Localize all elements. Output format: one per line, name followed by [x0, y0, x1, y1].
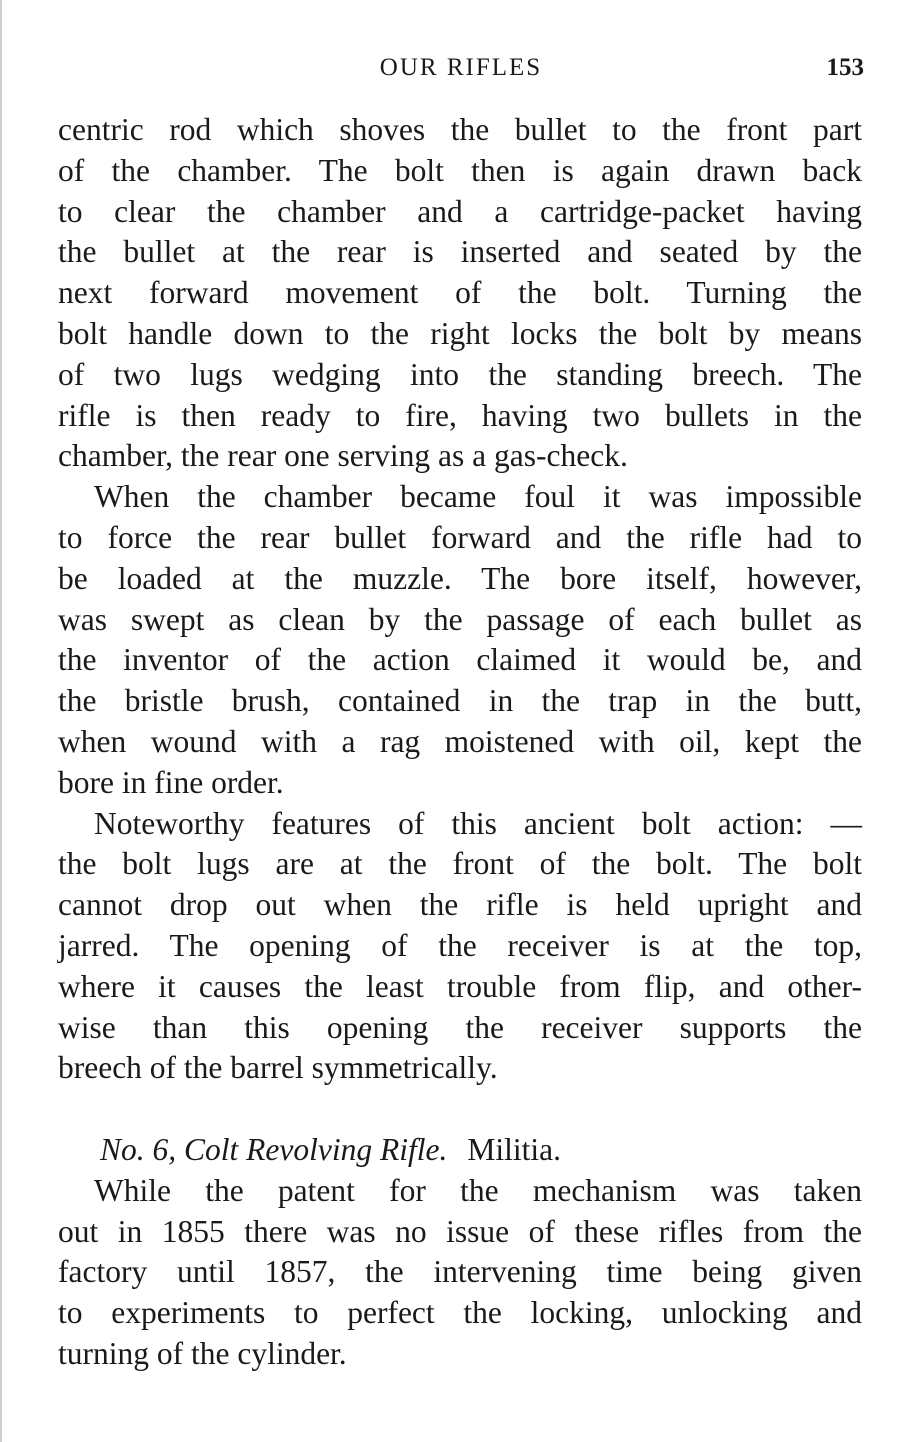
section-spacer — [58, 1089, 862, 1130]
page-number: 153 — [826, 54, 864, 81]
text-line: chamber, the rear one serving as a gas-check. — [58, 438, 628, 474]
text-line: the bolt lugs are at the front of the bolt. The bolt — [58, 846, 862, 882]
text-line: While the patent for the mechanism was taken — [94, 1172, 862, 1208]
text-line: to clear the chamber and a cartridge-packet having — [58, 193, 862, 229]
text-line: rifle is then ready to fire, having two bullets in the — [58, 397, 862, 433]
running-head — [58, 52, 864, 86]
text-line: Noteworthy features of this ancient bolt action: — — [94, 805, 862, 841]
text-line: the inventor of the action claimed it would be, and — [58, 642, 862, 678]
text-line: out in 1855 there was no issue of these rifles from the — [58, 1213, 862, 1249]
text-line: was swept as clean by the passage of each bullet as — [58, 601, 862, 637]
text-line: when wound with a rag moistened with oil, kept the — [58, 723, 862, 759]
text-line: factory until 1857, the intervening time being given — [58, 1254, 862, 1290]
text-line: of the chamber. The bolt then is again drawn back — [58, 152, 862, 188]
text-line: bore in fine order. — [58, 764, 284, 800]
text-line: be loaded at the muzzle. The bore itself, however, — [58, 560, 862, 596]
text-line: When the chamber became foul it was impossible — [94, 479, 862, 515]
text-line: wise than this opening the receiver supports the — [58, 1009, 862, 1045]
text-line: next forward movement of the bolt. Turning the — [58, 275, 862, 311]
section-qualifier: Militia. — [467, 1131, 561, 1167]
text-line: cannot drop out when the rifle is held upright and — [58, 887, 862, 923]
text-line: where it causes the least trouble from flip, and other- — [58, 968, 862, 1004]
text-line: to experiments to perfect the locking, unlocking and — [58, 1295, 862, 1331]
paragraph-3 — [58, 804, 862, 1090]
text-line: to force the rear bullet forward and the rifle had to — [58, 519, 862, 555]
text-line: jarred. The opening of the receiver is at the top, — [58, 927, 862, 963]
body-text — [58, 110, 862, 1375]
paragraph-1 — [58, 110, 862, 477]
text-line: bolt handle down to the right locks the bolt by means — [58, 315, 862, 351]
text-line: turning of the cylinder. — [58, 1335, 347, 1371]
text-line: of two lugs wedging into the standing breech. The — [58, 356, 862, 392]
text-line: breech of the barrel symmetrically. — [58, 1050, 498, 1086]
paragraph-2 — [58, 477, 862, 803]
text-line: the bristle brush, contained in the trap in the butt, — [58, 683, 862, 719]
section-heading — [58, 1130, 862, 1171]
running-title: OUR RIFLES — [379, 54, 543, 81]
paragraph-4 — [58, 1171, 862, 1375]
text-line: centric rod which shoves the bullet to the front part — [58, 112, 862, 147]
text-line: the bullet at the rear is inserted and seated by the — [58, 234, 862, 270]
section-title: No. 6, Colt Revolving Rifle. — [100, 1131, 448, 1167]
